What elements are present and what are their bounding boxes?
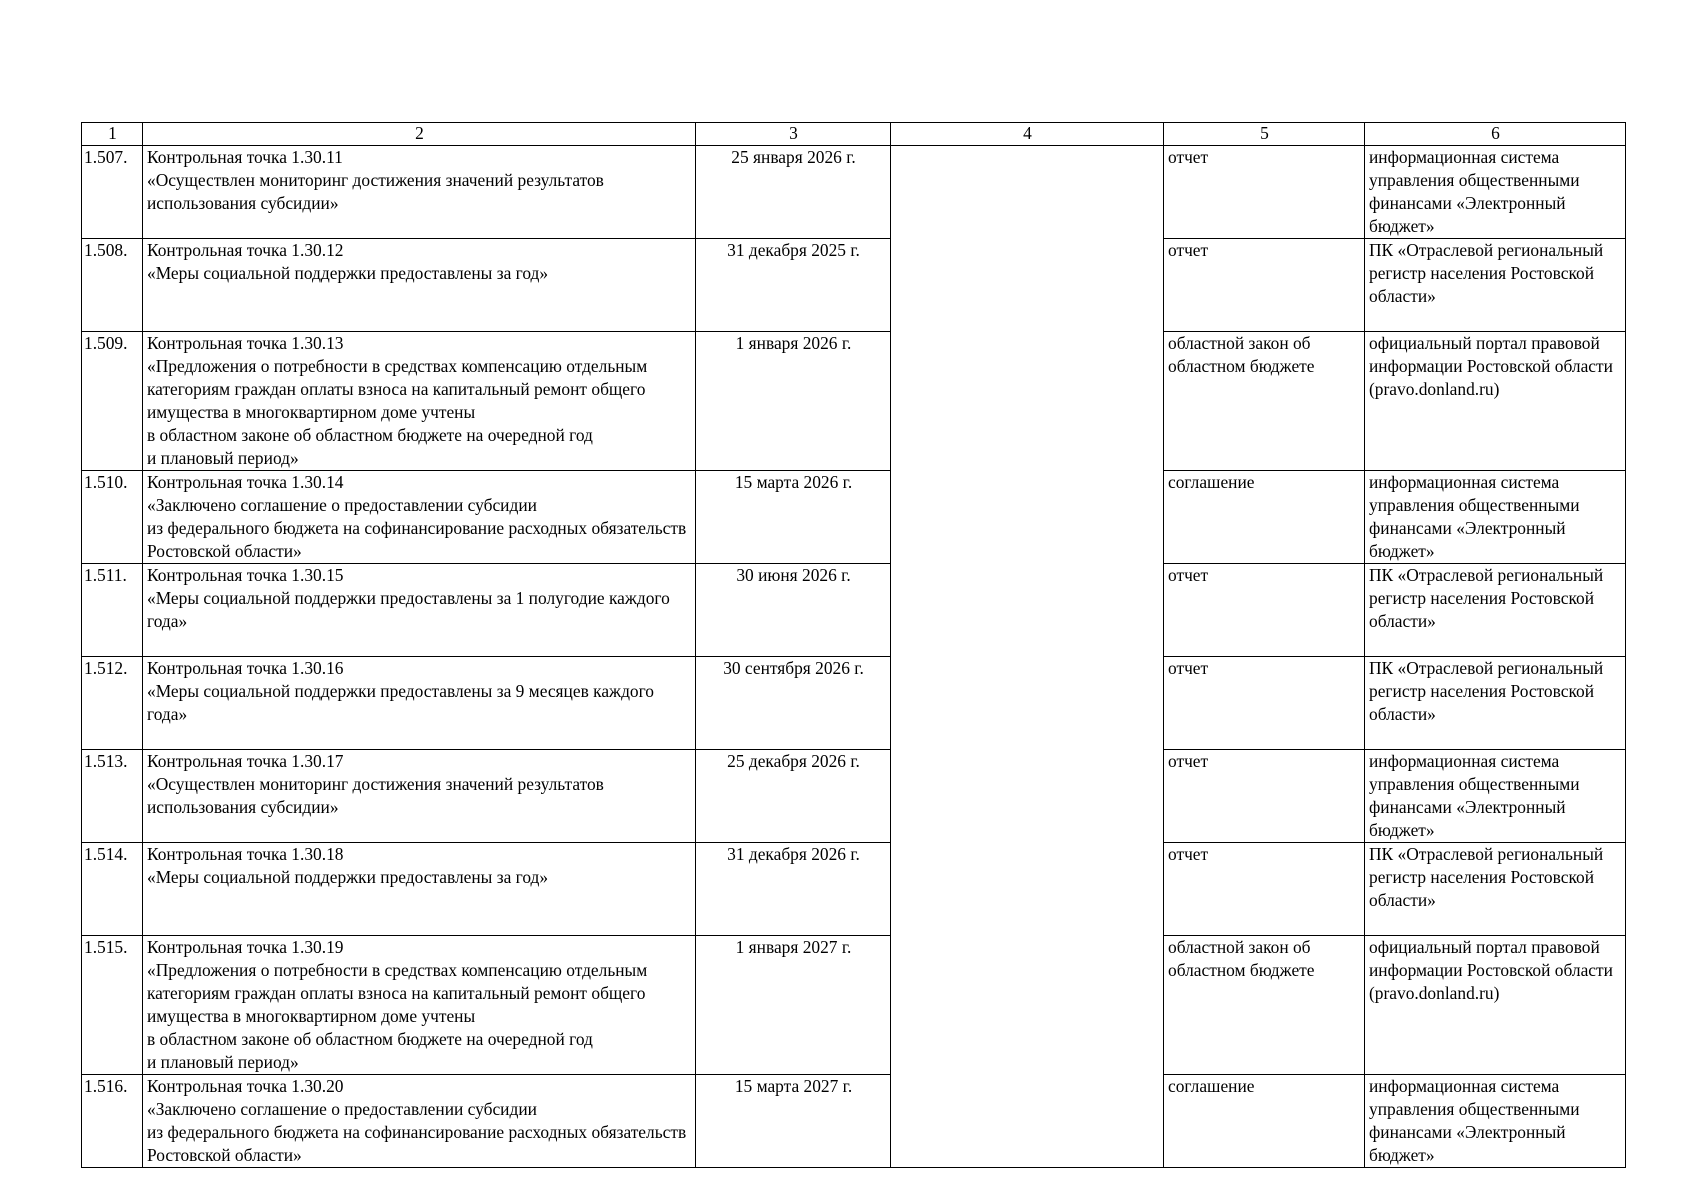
due-date: 1 января 2027 г. [696, 936, 891, 1075]
table-header-row [82, 123, 1626, 146]
information-system: официальный портал правовой информации Ростовской области (pravo.donland.ru) [1365, 936, 1626, 1075]
control-point-name: Контрольная точка 1.30.15 «Меры социальной поддержки предоставлены за 1 полугодие каждого года» [143, 564, 696, 657]
row-number: 1.514. [82, 843, 143, 936]
responsible-cell [891, 657, 1164, 750]
due-date: 25 декабря 2026 г. [696, 750, 891, 843]
column-header-3: 3 [696, 123, 891, 146]
control-point-name: Контрольная точка 1.30.20 «Заключено соглашение о предоставлении субсидии из федерального бюджета на софинансирование расходных обязательств Ростовской области» [143, 1075, 696, 1168]
control-point-name: Контрольная точка 1.30.19 «Предложения о потребности в средствах компенсацию отдельным категориям граждан оплаты взноса на капитальный ремонт общего имущества в многоквартирном доме учтены в областном законе об областном бюджете на очередной год и плановый период» [143, 936, 696, 1075]
table-row [82, 564, 1626, 657]
control-point-name: Контрольная точка 1.30.12 «Меры социальной поддержки предоставлены за год» [143, 239, 696, 332]
document-type: областной закон об областном бюджете [1164, 936, 1365, 1075]
document-type: отчет [1164, 657, 1365, 750]
due-date: 31 декабря 2025 г. [696, 239, 891, 332]
table-row [82, 471, 1626, 564]
responsible-cell [891, 936, 1164, 1075]
information-system: ПК «Отраслевой региональный регистр населения Ростовской области» [1365, 657, 1626, 750]
column-header-1: 1 [82, 123, 143, 146]
responsible-cell [891, 146, 1164, 239]
document-type: отчет [1164, 239, 1365, 332]
due-date: 30 июня 2026 г. [696, 564, 891, 657]
responsible-cell [891, 1075, 1164, 1168]
row-number: 1.510. [82, 471, 143, 564]
control-points-table [81, 122, 1626, 1168]
column-header-6: 6 [1365, 123, 1626, 146]
information-system: информационная система управления общественными финансами «Электронный бюджет» [1365, 1075, 1626, 1168]
table-row [82, 332, 1626, 471]
table-row [82, 657, 1626, 750]
column-header-2: 2 [143, 123, 696, 146]
responsible-cell [891, 750, 1164, 843]
control-point-name: Контрольная точка 1.30.18 «Меры социальной поддержки предоставлены за год» [143, 843, 696, 936]
responsible-cell [891, 564, 1164, 657]
row-number: 1.513. [82, 750, 143, 843]
row-number: 1.508. [82, 239, 143, 332]
information-system: ПК «Отраслевой региональный регистр населения Ростовской области» [1365, 239, 1626, 332]
due-date: 15 марта 2027 г. [696, 1075, 891, 1168]
due-date: 31 декабря 2026 г. [696, 843, 891, 936]
responsible-cell [891, 471, 1164, 564]
control-point-name: Контрольная точка 1.30.16 «Меры социальной поддержки предоставлены за 9 месяцев каждого года» [143, 657, 696, 750]
information-system: информационная система управления общественными финансами «Электронный бюджет» [1365, 750, 1626, 843]
row-number: 1.512. [82, 657, 143, 750]
table-row [82, 843, 1626, 936]
due-date: 25 января 2026 г. [696, 146, 891, 239]
information-system: ПК «Отраслевой региональный регистр населения Ростовской области» [1365, 843, 1626, 936]
document-type: соглашение [1164, 471, 1365, 564]
table-row [82, 936, 1626, 1075]
due-date: 30 сентября 2026 г. [696, 657, 891, 750]
row-number: 1.516. [82, 1075, 143, 1168]
column-header-4: 4 [891, 123, 1164, 146]
table-row [82, 750, 1626, 843]
information-system: информационная система управления общественными финансами «Электронный бюджет» [1365, 146, 1626, 239]
row-number: 1.515. [82, 936, 143, 1075]
document-type: отчет [1164, 843, 1365, 936]
row-number: 1.511. [82, 564, 143, 657]
document-type: отчет [1164, 564, 1365, 657]
table-row [82, 239, 1626, 332]
information-system: официальный портал правовой информации Ростовской области (pravo.donland.ru) [1365, 332, 1626, 471]
document-type: отчет [1164, 146, 1365, 239]
row-number: 1.507. [82, 146, 143, 239]
responsible-cell [891, 332, 1164, 471]
due-date: 15 марта 2026 г. [696, 471, 891, 564]
responsible-cell [891, 843, 1164, 936]
responsible-cell [891, 239, 1164, 332]
row-number: 1.509. [82, 332, 143, 471]
document-type: отчет [1164, 750, 1365, 843]
due-date: 1 января 2026 г. [696, 332, 891, 471]
control-point-name: Контрольная точка 1.30.13 «Предложения о потребности в средствах компенсацию отдельным категориям граждан оплаты взноса на капитальный ремонт общего имущества в многоквартирном доме учтены в областном законе об областном бюджете на очередной год и плановый период» [143, 332, 696, 471]
control-point-name: Контрольная точка 1.30.14 «Заключено соглашение о предоставлении субсидии из федерального бюджета на софинансирование расходных обязательств Ростовской области» [143, 471, 696, 564]
table-row [82, 1075, 1626, 1168]
column-header-5: 5 [1164, 123, 1365, 146]
control-point-name: Контрольная точка 1.30.17 «Осуществлен мониторинг достижения значений результатов использования субсидии» [143, 750, 696, 843]
document-type: соглашение [1164, 1075, 1365, 1168]
document-type: областной закон об областном бюджете [1164, 332, 1365, 471]
control-point-name: Контрольная точка 1.30.11 «Осуществлен мониторинг достижения значений результатов использования субсидии» [143, 146, 696, 239]
information-system: информационная система управления общественными финансами «Электронный бюджет» [1365, 471, 1626, 564]
table-row [82, 146, 1626, 239]
information-system: ПК «Отраслевой региональный регистр населения Ростовской области» [1365, 564, 1626, 657]
